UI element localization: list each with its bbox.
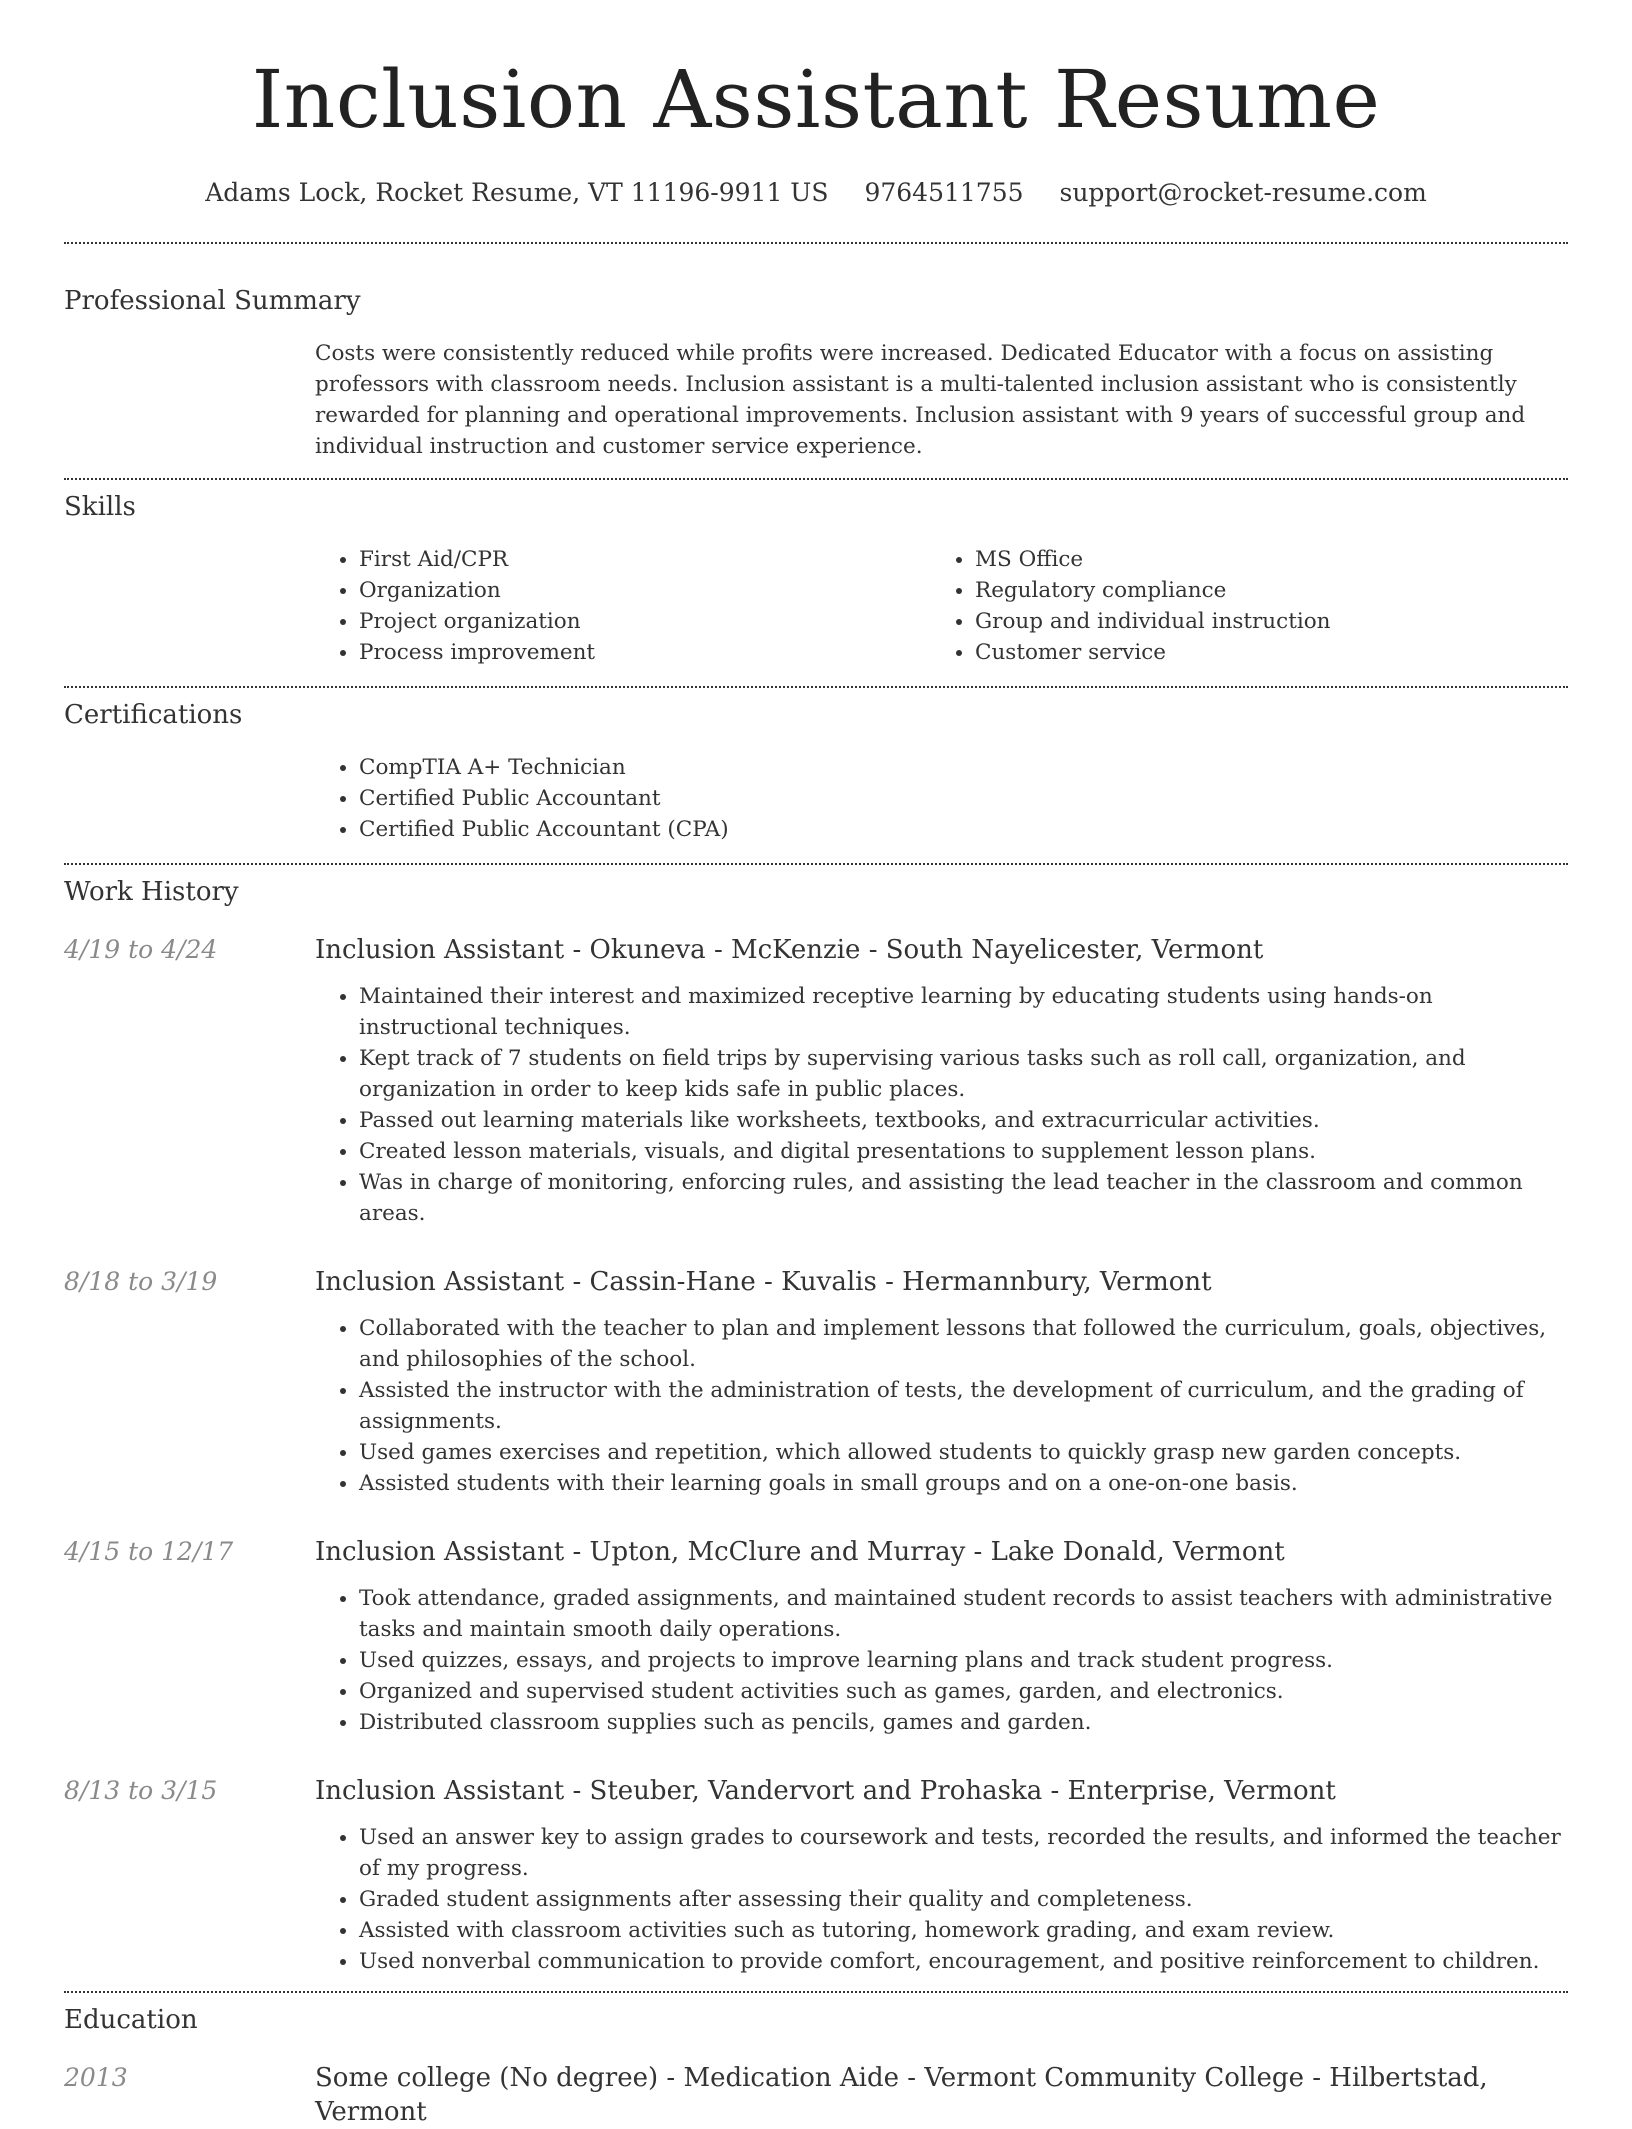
list-item: • Organization — [359, 575, 931, 606]
certifications-section — [64, 688, 1568, 863]
list-item: • Maintained their interest and maximized receptive learning by educating students using hands-on instructional techniques. — [359, 981, 1568, 1043]
list-item: • Group and individual instruction — [975, 606, 1547, 637]
list-item: • CompTIA A+ Technician — [359, 752, 1568, 783]
list-item: • Regulatory compliance — [975, 575, 1547, 606]
job-title: Inclusion Assistant - Upton, McClure and Murray - Lake Donald, Vermont — [315, 1537, 1285, 1567]
section-heading: Professional Summary — [64, 286, 361, 316]
list-item: • Took attendance, graded assignments, and maintained student records to assist teachers with administrative tasks and maintain smooth daily operations. — [359, 1583, 1568, 1645]
job-body — [315, 1265, 1568, 1499]
education-body — [315, 2061, 1568, 2129]
job-entry — [64, 1774, 1568, 1991]
summary-section — [64, 244, 1568, 478]
contact-address: Adams Lock, Rocket Resume, VT 11196-9911 US — [205, 178, 829, 207]
list-item: • Passed out learning materials like worksheets, textbooks, and extracurricular activities. — [359, 1105, 1568, 1136]
section-heading: Work History — [64, 877, 239, 907]
contact-line — [64, 176, 1568, 210]
list-item: • Used nonverbal communication to provide comfort, encouragement, and positive reinforcement to children. — [359, 1946, 1568, 1977]
job-entry — [64, 1265, 1568, 1499]
list-item: • Used quizzes, essays, and projects to improve learning plans and track student progress. — [359, 1645, 1568, 1676]
job-bullets — [315, 1313, 1568, 1499]
job-entry — [64, 1535, 1568, 1738]
education-section — [64, 1993, 1568, 2129]
list-item: • Assisted with classroom activities such as tutoring, homework grading, and exam review. — [359, 1915, 1568, 1946]
list-item: • Customer service — [975, 637, 1547, 668]
list-item: • Used an answer key to assign grades to coursework and tests, recorded the results, and informed the teacher of my progress. — [359, 1822, 1568, 1884]
job-dates: 4/19 to 4/24 — [64, 935, 218, 964]
list-item: • Kept track of 7 students on field trips by supervising various tasks such as roll call, organization, and organization in order to keep kids safe in public places. — [359, 1043, 1568, 1105]
list-item: • Created lesson materials, visuals, and digital presentations to supplement lesson plans. — [359, 1136, 1568, 1167]
job-body — [315, 1774, 1568, 1977]
list-item: • Certified Public Accountant (CPA) — [359, 814, 1568, 845]
job-dates: 8/18 to 3/19 — [64, 1267, 218, 1296]
list-item: • Used games exercises and repetition, which allowed students to quickly grasp new garden concepts. — [359, 1437, 1568, 1468]
section-heading: Certifications — [64, 700, 243, 730]
skills-grid — [315, 544, 1568, 686]
list-item: • Process improvement — [359, 637, 931, 668]
job-title: Inclusion Assistant - Steuber, Vandervort and Prohaska - Enterprise, Vermont — [315, 1776, 1336, 1806]
contact-phone: 9764511755 — [864, 178, 1024, 207]
list-item: • Organized and supervised student activities such as games, garden, and electronics. — [359, 1676, 1568, 1707]
list-item: • First Aid/CPR — [359, 544, 931, 575]
section-heading: Education — [64, 2005, 198, 2035]
job-bullets — [315, 1822, 1568, 1977]
education-entry — [64, 2061, 1568, 2129]
list-item: • Was in charge of monitoring, enforcing rules, and assisting the lead teacher in the classroom and common areas. — [359, 1167, 1568, 1229]
job-dates: 8/13 to 3/15 — [64, 1776, 218, 1805]
list-item: • MS Office — [975, 544, 1547, 575]
job-entry — [64, 933, 1568, 1229]
job-body — [315, 933, 1568, 1229]
work-section — [64, 865, 1568, 1991]
list-item: • Certified Public Accountant — [359, 783, 1568, 814]
education-title: Some college (No degree) - Medication Aide - Vermont Community College - Hilbertstad, Vermont — [315, 2063, 1488, 2127]
job-bullets — [315, 1583, 1568, 1738]
job-bullets — [315, 981, 1568, 1229]
education-year: 2013 — [64, 2063, 128, 2092]
list-item: • Project organization — [359, 606, 931, 637]
summary-text: Costs were consistently reduced while profits were increased. Dedicated Educator with a focus on assisting professors with classroom needs. Inclusion assistant is a multi-talented inclusion assistant who is consistently rewarded for planning and operational improvements. Inclusion assistant with 9 years of successful group and individual instruction and customer service experience. — [315, 341, 1526, 459]
job-title: Inclusion Assistant - Cassin-Hane - Kuvalis - Hermannbury, Vermont — [315, 1267, 1212, 1297]
list-item: • Assisted the instructor with the administration of tests, the development of curriculum, and the grading of assignments. — [359, 1375, 1568, 1437]
skills-list-left — [315, 544, 931, 668]
job-dates: 4/15 to 12/17 — [64, 1537, 234, 1566]
list-item: • Assisted students with their learning goals in small groups and on a one-on-one basis. — [359, 1468, 1568, 1499]
certifications-list — [315, 752, 1568, 845]
list-item: • Collaborated with the teacher to plan and implement lessons that followed the curriculum, goals, objectives, and philosophies of the school. — [359, 1313, 1568, 1375]
list-item: • Distributed classroom supplies such as pencils, games and garden. — [359, 1707, 1568, 1738]
certifications-content — [315, 752, 1568, 863]
job-body — [315, 1535, 1568, 1738]
contact-email: support@rocket-resume.com — [1059, 178, 1427, 207]
list-item: • Graded student assignments after assessing their quality and completeness. — [359, 1884, 1568, 1915]
job-title: Inclusion Assistant - Okuneva - McKenzie - South Nayelicester, Vermont — [315, 935, 1264, 965]
skills-list-right — [931, 544, 1547, 668]
page-title: Inclusion Assistant Resume — [251, 53, 1381, 146]
section-heading: Skills — [64, 492, 136, 522]
skills-section — [64, 480, 1568, 686]
